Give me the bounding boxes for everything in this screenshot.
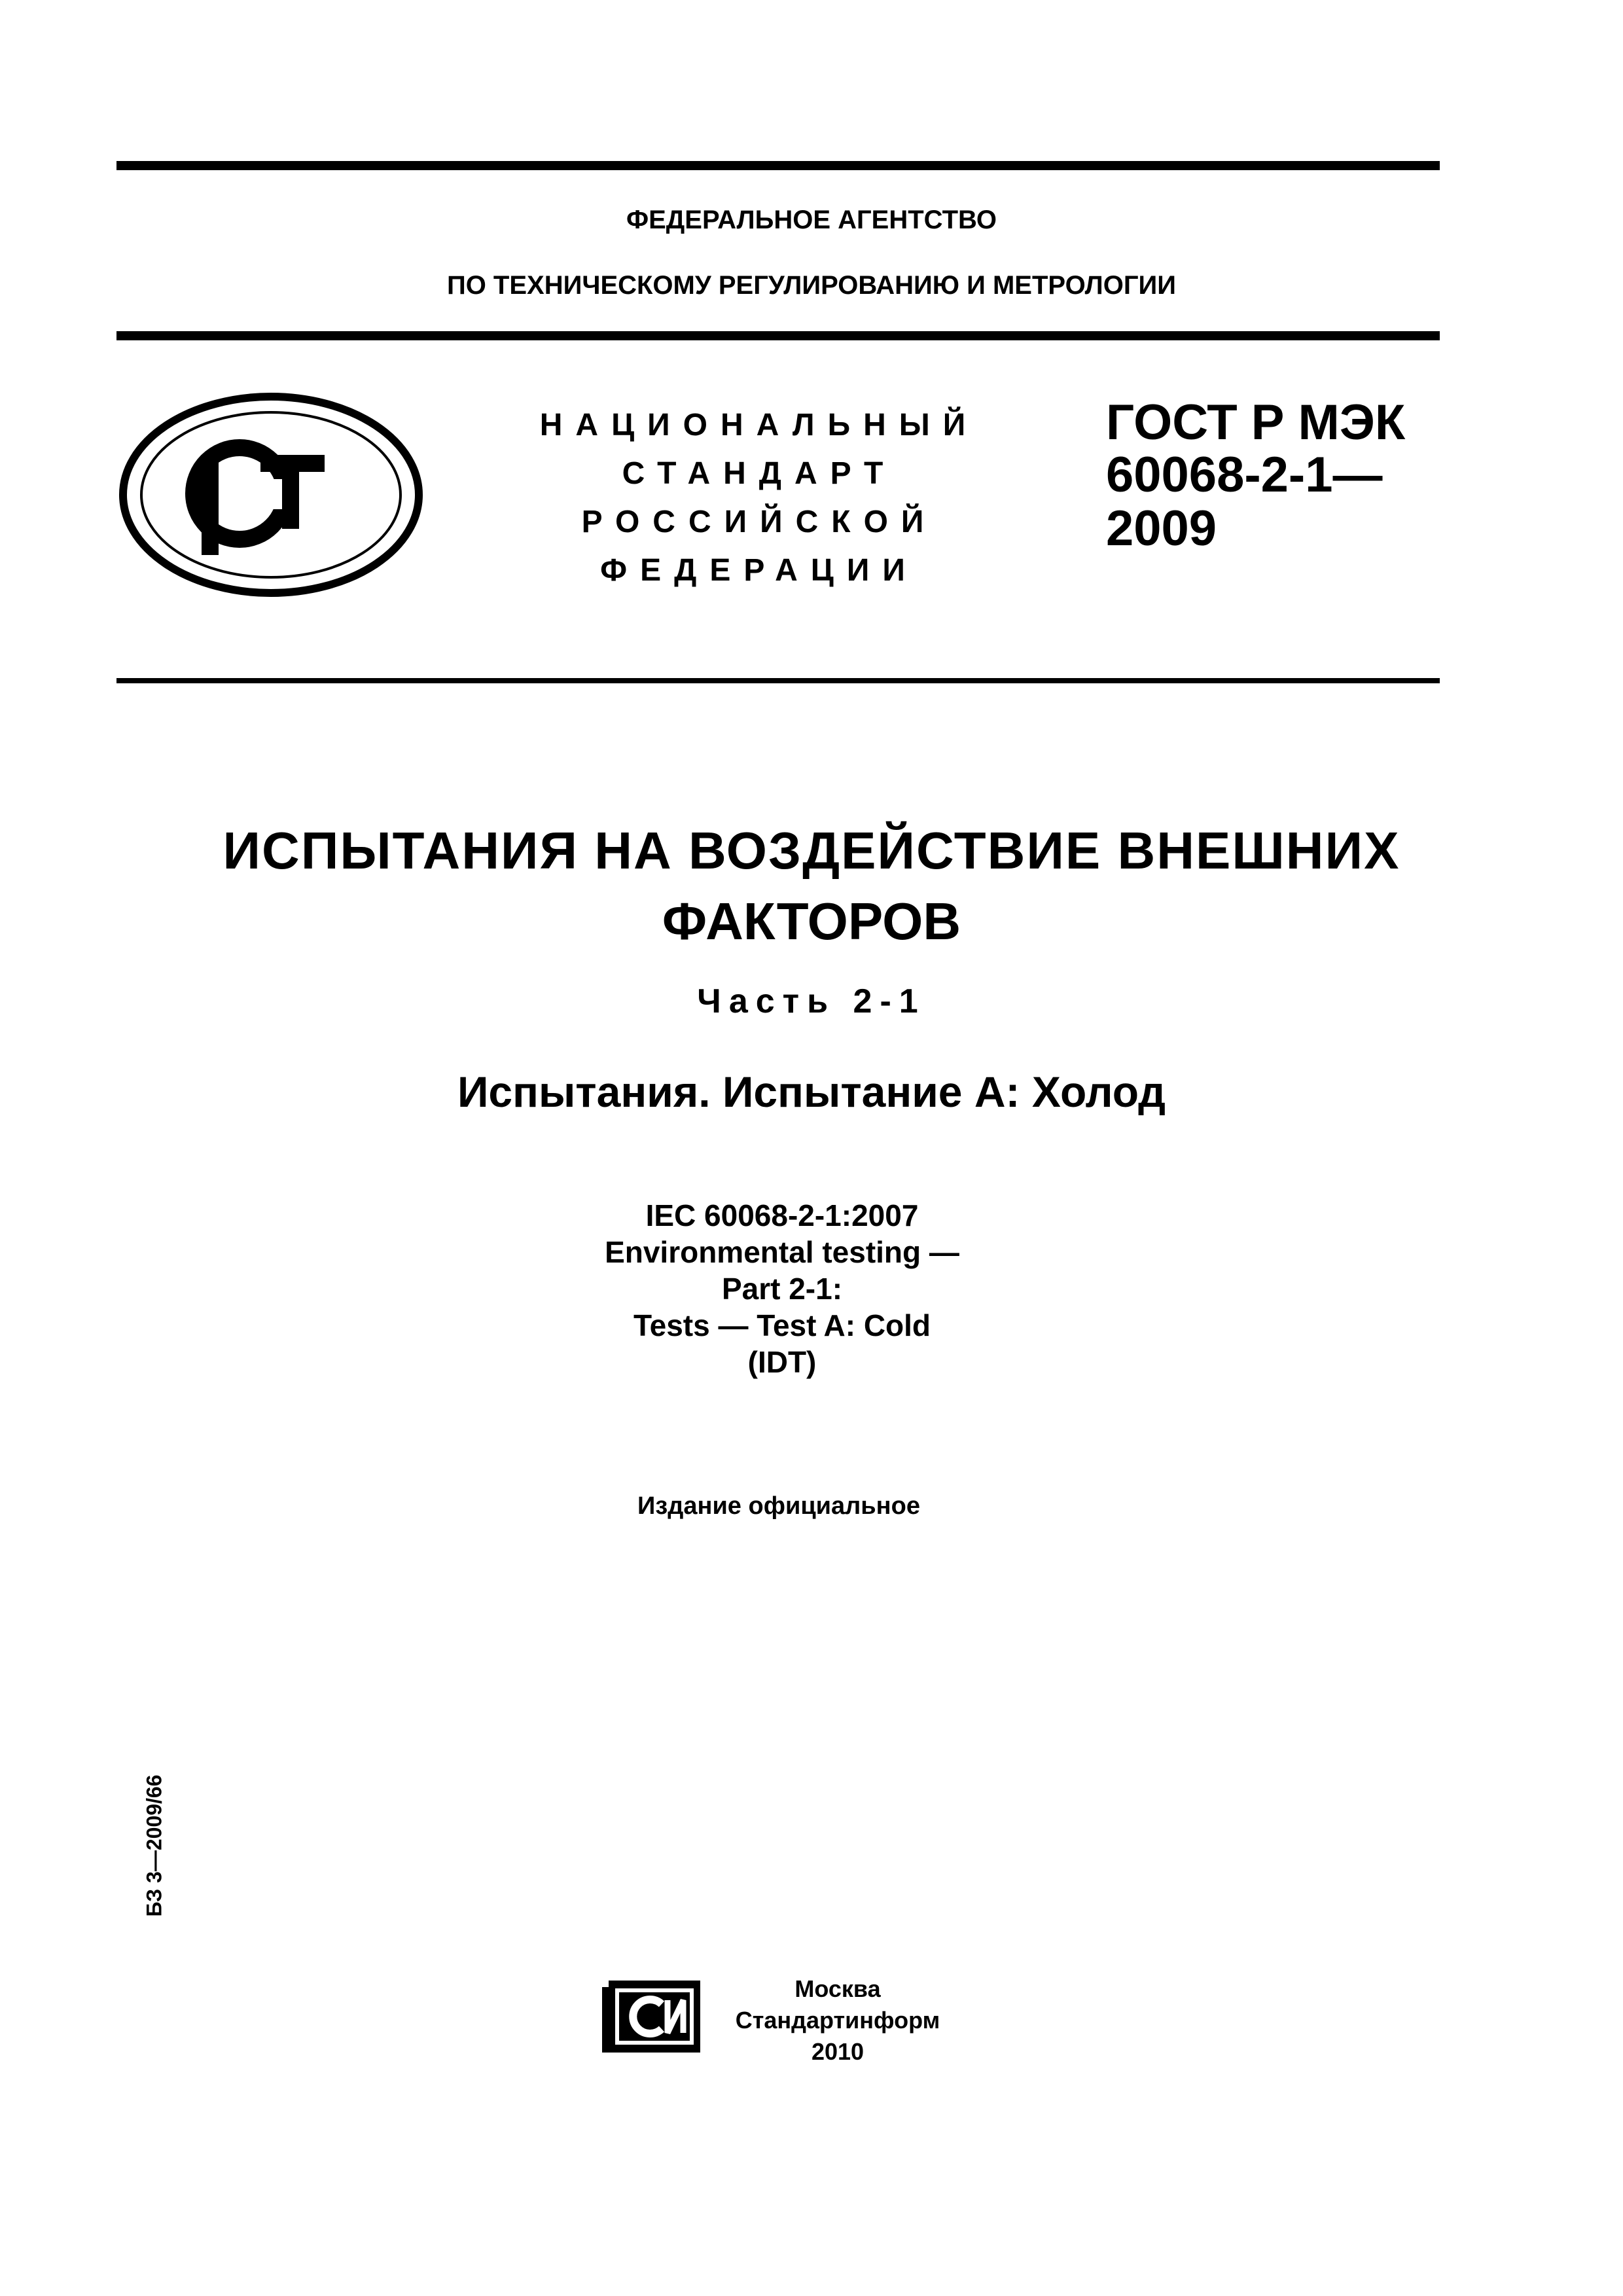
agency-line-2: ПО ТЕХНИЧЕСКОМУ РЕГУЛИРОВАНИЮ И МЕТРОЛОГИИ — [446, 271, 1177, 300]
publisher-year: 2010 — [811, 2038, 865, 2065]
subtitle: Испытания. Испытание А: Холод — [457, 1067, 1166, 1116]
gost-number-line-1: ГОСТ Р МЭК — [1106, 395, 1406, 450]
agency-bottom-rule — [116, 331, 1440, 340]
edition-label: Издание официальное — [637, 1492, 920, 1520]
gost-number-line-2: 60068-2-1— — [1106, 447, 1383, 503]
publisher-city: Москва — [794, 1975, 881, 2002]
publisher-name: Стандартинформ — [735, 2007, 940, 2034]
national-line-1: НАЦИОНАЛЬНЫЙ — [539, 408, 979, 442]
side-code: БЗ 3—2009/66 — [142, 1774, 166, 1917]
title-line-1: ИСПЫТАНИЯ НА ВОЗДЕЙСТВИЕ ВНЕШНИХ — [223, 821, 1400, 880]
national-line-4: ФЕДЕРАЦИИ — [600, 553, 918, 588]
standartinform-logo-icon — [599, 1977, 704, 2056]
iec-line-2: Environmental testing — — [605, 1235, 959, 1269]
agency-line-1: ФЕДЕРАЛЬНОЕ АГЕНТСТВО — [626, 206, 997, 234]
iec-line-5: (IDT) — [747, 1345, 817, 1379]
title-line-2: ФАКТОРОВ — [662, 892, 961, 950]
iec-line-1: IEC 60068-2-1:2007 — [645, 1198, 919, 1232]
gost-number-line-3: 2009 — [1106, 501, 1217, 556]
part-label: Часть 2-1 — [697, 982, 926, 1020]
top-rule — [116, 161, 1440, 170]
designation-bottom-rule — [116, 678, 1440, 683]
rst-logo-icon — [115, 390, 427, 600]
national-line-3: РОССИЙСКОЙ — [581, 505, 937, 539]
national-line-2: СТАНДАРТ — [622, 456, 897, 491]
iec-line-3: Part 2-1: — [721, 1272, 843, 1306]
iec-line-4: Tests — Test A: Cold — [633, 1308, 931, 1342]
